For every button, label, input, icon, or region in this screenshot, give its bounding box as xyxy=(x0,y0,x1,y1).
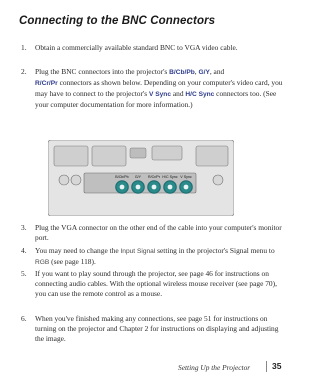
step-text: Obtain a commercially available standard BNC to VGA video cable. xyxy=(35,43,238,52)
connector-name-gy: G/Y xyxy=(198,69,210,76)
page-number: 35 xyxy=(272,361,282,371)
setting-name-input-signal: Input Signal xyxy=(120,248,156,255)
section-heading: Connecting to the BNC Connectors xyxy=(19,15,216,27)
connector-label-gy: G/Y xyxy=(134,175,142,179)
connector-label-vsync: V Sync xyxy=(180,175,192,179)
connector-name-hcsync: H/C Sync xyxy=(185,91,215,99)
step-1 xyxy=(21,43,289,53)
connector-label-hcsync: H/C Sync xyxy=(162,175,178,179)
setting-value-rgb: RGB xyxy=(35,259,50,267)
step-number: 1. xyxy=(21,43,27,52)
step-text: If you want to play sound through the projector, see page 46 for instructions on connecting audio cables. With the optional wireless mouse receiver (see page 70), you can use the remote control as a mouse. xyxy=(35,269,277,299)
step-number: 6. xyxy=(21,314,27,323)
step-number: 2. xyxy=(21,67,27,76)
footer-divider xyxy=(266,361,267,372)
connector-label-rcrpr: R/Cr/Pr xyxy=(148,175,160,179)
step-5 xyxy=(21,269,289,299)
step-2 xyxy=(21,67,289,110)
step-text: You may need to change the Input Signal setting in the projector's Signal menu to RGB (see page 118). xyxy=(35,246,275,267)
step-text: When you've finished making any connections, see page 51 for instructions on turning on the projector and Chapter 2 for instructions on displaying and adjusting the image. xyxy=(35,314,279,344)
connector-label-bcbpb: B/Cb/Pb xyxy=(115,175,129,179)
bnc-connector-panel-illustration xyxy=(48,140,234,216)
running-footer: Setting Up the Projector xyxy=(178,363,251,372)
step-text: Plug the BNC connectors into the projector's B/Cb/Pb, G/Y, and R/Cr/Pr connectors as shown below. Depending on your computer's video card, you may have to connect to the projector's V Sync and H/C Sync connectors too. (See your computer documentation for more information.) xyxy=(35,67,283,110)
step-number: 3. xyxy=(21,223,27,232)
step-3 xyxy=(21,223,289,243)
connector-name-bcbpb: B/Cb/Pb xyxy=(169,69,195,76)
step-4 xyxy=(21,246,289,268)
connector-name-rcrpr: R/Cr/Pr xyxy=(35,80,58,88)
step-6 xyxy=(21,314,289,344)
step-number: 4. xyxy=(21,246,27,255)
connector-name-vsync: V Sync xyxy=(149,91,171,99)
step-number: 5. xyxy=(21,269,27,278)
step-text: Plug the VGA connector on the other end of the cable into your computer's monitor port. xyxy=(35,223,282,243)
